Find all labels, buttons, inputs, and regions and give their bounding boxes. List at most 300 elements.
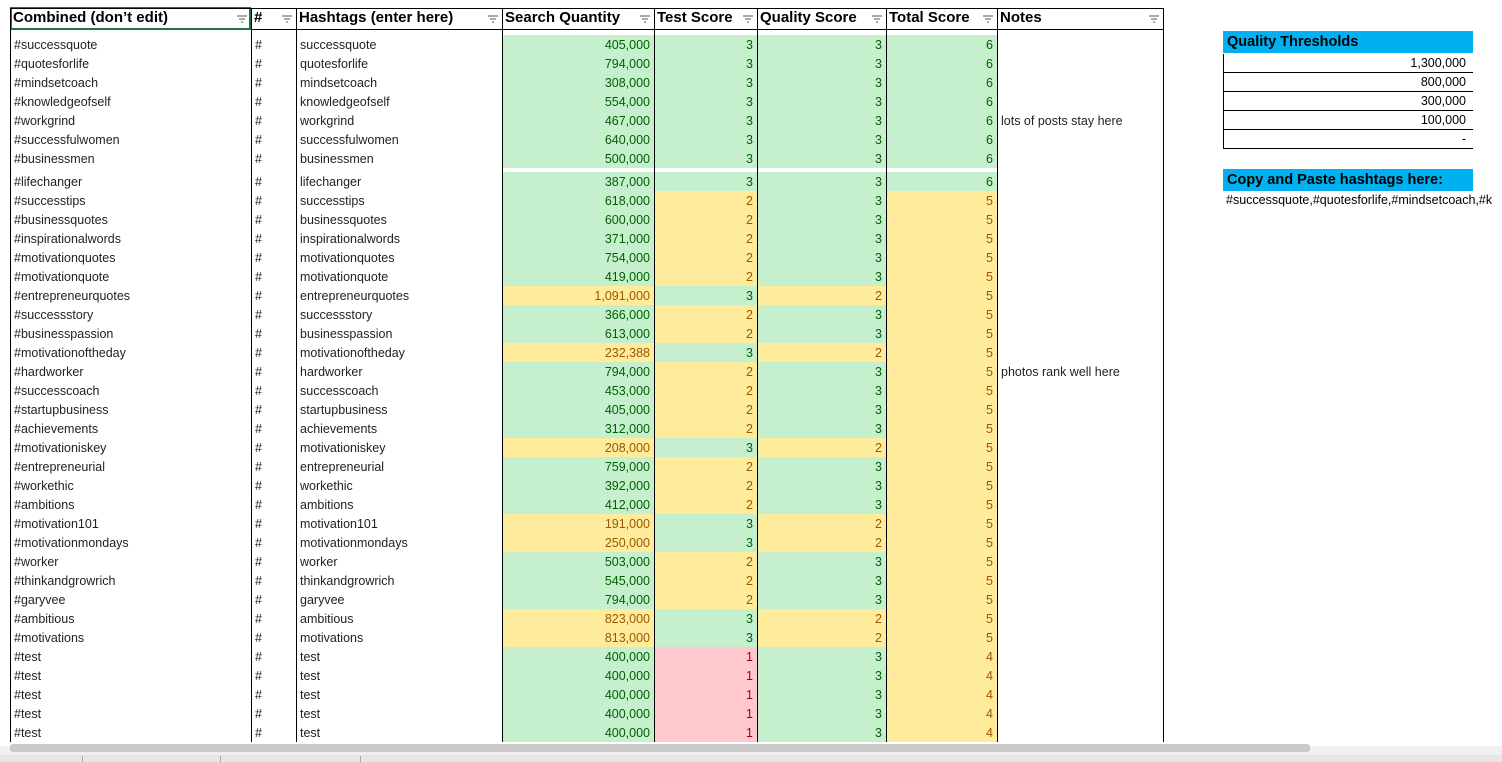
cell-combined[interactable]: #test	[14, 726, 42, 740]
cell-quality-score[interactable]: 3	[757, 324, 886, 343]
cell-test-score[interactable]: 3	[654, 130, 757, 149]
cell-test-score[interactable]: 3	[654, 73, 757, 92]
cell-combined[interactable]: #motivationquotes	[14, 251, 116, 265]
cell-search-quantity[interactable]: 366,000	[502, 305, 654, 324]
cell-search-quantity[interactable]: 640,000	[502, 130, 654, 149]
cell-quality-score[interactable]: 3	[757, 248, 886, 267]
cell-quality-score[interactable]: 3	[757, 362, 886, 381]
cell-tag[interactable]: test	[300, 726, 321, 740]
cell-notes[interactable]	[997, 35, 1163, 54]
cell-notes[interactable]	[997, 609, 1163, 628]
cell-search-quantity[interactable]: 823,000	[502, 609, 654, 628]
cell-quality-score[interactable]: 3	[757, 210, 886, 229]
cell-combined[interactable]: #motivationmondays	[14, 536, 129, 550]
cell-notes[interactable]	[997, 130, 1163, 149]
cell-combined[interactable]: #test	[14, 707, 42, 721]
cell-search-quantity[interactable]: 232,388	[502, 343, 654, 362]
cell-combined[interactable]: #successtips	[14, 194, 86, 208]
cell-hash[interactable]: #	[255, 460, 262, 474]
cell-tag[interactable]: worker	[300, 555, 338, 569]
cell-notes[interactable]	[997, 590, 1163, 609]
cell-total-score[interactable]: 6	[886, 35, 997, 54]
cell-quality-score[interactable]: 3	[757, 73, 886, 92]
cell-quality-score[interactable]: 3	[757, 381, 886, 400]
cell-hash[interactable]: #	[255, 555, 262, 569]
cell-tag[interactable]: motivationiskey	[300, 441, 386, 455]
cell-hash[interactable]: #	[255, 270, 262, 284]
cell-notes[interactable]	[997, 267, 1163, 286]
cell-tag[interactable]: workgrind	[300, 114, 355, 128]
cell-tag[interactable]: test	[300, 707, 321, 721]
cell-tag[interactable]: businessquotes	[300, 213, 387, 227]
cell-hash[interactable]: #	[255, 403, 262, 417]
cell-test-score[interactable]: 2	[654, 400, 757, 419]
quality-threshold-value[interactable]: -	[1223, 130, 1473, 149]
cell-combined[interactable]: #startupbusiness	[14, 403, 109, 417]
cell-notes[interactable]	[997, 685, 1163, 704]
cell-notes[interactable]	[997, 172, 1163, 191]
cell-search-quantity[interactable]: 208,000	[502, 438, 654, 457]
filter-dropdown-icon[interactable]	[982, 14, 994, 24]
cell-test-score[interactable]: 1	[654, 647, 757, 666]
cell-combined[interactable]: #quotesforlife	[14, 57, 90, 71]
cell-tag[interactable]: motivationoftheday	[300, 346, 405, 360]
cell-total-score[interactable]: 5	[886, 495, 997, 514]
cell-total-score[interactable]: 5	[886, 248, 997, 267]
cell-hash[interactable]: #	[255, 251, 262, 265]
cell-search-quantity[interactable]: 400,000	[502, 685, 654, 704]
cell-quality-score[interactable]: 2	[757, 286, 886, 305]
cell-quality-score[interactable]: 3	[757, 191, 886, 210]
cell-search-quantity[interactable]: 392,000	[502, 476, 654, 495]
cell-notes[interactable]: lots of posts stay here	[1001, 114, 1123, 128]
copy-paste-title[interactable]: Copy and Paste hashtags here:	[1223, 169, 1473, 191]
cell-test-score[interactable]: 3	[654, 111, 757, 130]
cell-tag[interactable]: motivationmondays	[300, 536, 408, 550]
cell-tag[interactable]: test	[300, 669, 321, 683]
cell-notes[interactable]	[997, 324, 1163, 343]
cell-notes[interactable]	[997, 457, 1163, 476]
quality-threshold-value[interactable]: 100,000	[1223, 111, 1473, 130]
cell-hash[interactable]: #	[255, 498, 262, 512]
cell-tag[interactable]: successstory	[300, 308, 373, 322]
cell-quality-score[interactable]: 2	[757, 514, 886, 533]
cell-quality-score[interactable]: 3	[757, 305, 886, 324]
cell-test-score[interactable]: 2	[654, 590, 757, 609]
cell-quality-score[interactable]: 3	[757, 723, 886, 742]
filter-dropdown-icon[interactable]	[281, 14, 293, 24]
cell-notes[interactable]	[997, 191, 1163, 210]
horizontal-scrollbar-thumb[interactable]	[10, 744, 1310, 752]
cell-quality-score[interactable]: 3	[757, 419, 886, 438]
cell-hash[interactable]: #	[255, 152, 262, 166]
cell-notes[interactable]	[997, 628, 1163, 647]
cell-total-score[interactable]: 6	[886, 92, 997, 111]
cell-tag[interactable]: entrepreneurquotes	[300, 289, 410, 303]
cell-search-quantity[interactable]: 400,000	[502, 723, 654, 742]
cell-quality-score[interactable]: 3	[757, 495, 886, 514]
cell-combined[interactable]: #workgrind	[14, 114, 76, 128]
cell-quality-score[interactable]: 3	[757, 149, 886, 168]
cell-total-score[interactable]: 5	[886, 381, 997, 400]
cell-quality-score[interactable]: 3	[757, 476, 886, 495]
cell-combined[interactable]: #motivationiskey	[14, 441, 107, 455]
cell-notes[interactable]	[997, 533, 1163, 552]
cell-total-score[interactable]: 6	[886, 54, 997, 73]
cell-test-score[interactable]: 3	[654, 343, 757, 362]
cell-combined[interactable]: #successquote	[14, 38, 98, 52]
cell-test-score[interactable]: 2	[654, 419, 757, 438]
cell-hash[interactable]: #	[255, 232, 262, 246]
cell-search-quantity[interactable]: 600,000	[502, 210, 654, 229]
cell-search-quantity[interactable]: 500,000	[502, 149, 654, 168]
cell-notes[interactable]	[997, 54, 1163, 73]
cell-search-quantity[interactable]: 794,000	[502, 362, 654, 381]
cell-quality-score[interactable]: 3	[757, 130, 886, 149]
cell-test-score[interactable]: 3	[654, 533, 757, 552]
cell-total-score[interactable]: 4	[886, 723, 997, 742]
cell-search-quantity[interactable]: 754,000	[502, 248, 654, 267]
cell-total-score[interactable]: 5	[886, 343, 997, 362]
cell-search-quantity[interactable]: 554,000	[502, 92, 654, 111]
cell-total-score[interactable]: 6	[886, 73, 997, 92]
cell-total-score[interactable]: 5	[886, 191, 997, 210]
cell-total-score[interactable]: 5	[886, 628, 997, 647]
cell-hash[interactable]: #	[255, 308, 262, 322]
cell-total-score[interactable]: 4	[886, 666, 997, 685]
cell-hash[interactable]: #	[255, 631, 262, 645]
cell-hash[interactable]: #	[255, 289, 262, 303]
cell-quality-score[interactable]: 3	[757, 457, 886, 476]
cell-tag[interactable]: successquote	[300, 38, 377, 52]
cell-combined[interactable]: #entrepreneurial	[14, 460, 106, 474]
cell-test-score[interactable]: 2	[654, 324, 757, 343]
cell-combined[interactable]: #motivation101	[14, 517, 99, 531]
cell-search-quantity[interactable]: 453,000	[502, 381, 654, 400]
cell-notes[interactable]	[997, 92, 1163, 111]
cell-test-score[interactable]: 2	[654, 495, 757, 514]
cell-search-quantity[interactable]: 419,000	[502, 267, 654, 286]
cell-total-score[interactable]: 5	[886, 590, 997, 609]
cell-hash[interactable]: #	[255, 517, 262, 531]
column-header-search-quantity[interactable]: Search Quantity	[502, 8, 654, 30]
cell-hash[interactable]: #	[255, 327, 262, 341]
cell-notes[interactable]	[997, 495, 1163, 514]
cell-quality-score[interactable]: 2	[757, 628, 886, 647]
cell-combined[interactable]: #businesspassion	[14, 327, 114, 341]
cell-total-score[interactable]: 6	[886, 149, 997, 168]
cell-quality-score[interactable]: 3	[757, 590, 886, 609]
cell-notes[interactable]	[997, 666, 1163, 685]
cell-hash[interactable]: #	[255, 57, 262, 71]
cell-search-quantity[interactable]: 371,000	[502, 229, 654, 248]
cell-tag[interactable]: hardworker	[300, 365, 363, 379]
cell-total-score[interactable]: 5	[886, 419, 997, 438]
column-header-notes[interactable]: Notes	[997, 8, 1163, 30]
cell-notes[interactable]	[997, 514, 1163, 533]
cell-test-score[interactable]: 2	[654, 229, 757, 248]
cell-hash[interactable]: #	[255, 422, 262, 436]
cell-hash[interactable]: #	[255, 441, 262, 455]
cell-tag[interactable]: businesspassion	[300, 327, 393, 341]
cell-tag[interactable]: successfulwomen	[300, 133, 399, 147]
cell-test-score[interactable]: 2	[654, 381, 757, 400]
cell-test-score[interactable]: 1	[654, 704, 757, 723]
cell-test-score[interactable]: 2	[654, 571, 757, 590]
cell-tag[interactable]: successcoach	[300, 384, 379, 398]
cell-combined[interactable]: #motivationoftheday	[14, 346, 126, 360]
cell-hash[interactable]: #	[255, 479, 262, 493]
cell-quality-score[interactable]: 3	[757, 35, 886, 54]
cell-search-quantity[interactable]: 400,000	[502, 666, 654, 685]
cell-total-score[interactable]: 5	[886, 476, 997, 495]
cell-combined[interactable]: #lifechanger	[14, 175, 83, 189]
cell-search-quantity[interactable]: 400,000	[502, 647, 654, 666]
cell-combined[interactable]: #test	[14, 669, 42, 683]
cell-total-score[interactable]: 6	[886, 130, 997, 149]
cell-combined[interactable]: #mindsetcoach	[14, 76, 99, 90]
filter-dropdown-icon[interactable]	[742, 14, 754, 24]
cell-tag[interactable]: motivationquote	[300, 270, 389, 284]
filter-dropdown-icon[interactable]	[1148, 14, 1160, 24]
cell-tag[interactable]: test	[300, 688, 321, 702]
cell-test-score[interactable]: 1	[654, 666, 757, 685]
cell-tag[interactable]: successtips	[300, 194, 365, 208]
copy-paste-output[interactable]: #successquote,#quotesforlife,#mindsetcoach,#k	[1226, 193, 1493, 207]
cell-quality-score[interactable]: 3	[757, 267, 886, 286]
cell-combined[interactable]: #successfulwomen	[14, 133, 120, 147]
cell-tag[interactable]: ambitious	[300, 612, 354, 626]
cell-combined[interactable]: #businessquotes	[14, 213, 108, 227]
cell-tag[interactable]: motivations	[300, 631, 364, 645]
cell-search-quantity[interactable]: 405,000	[502, 35, 654, 54]
column-header-combined[interactable]: Combined (don’t edit)	[10, 8, 251, 30]
cell-quality-score[interactable]: 2	[757, 609, 886, 628]
cell-test-score[interactable]: 1	[654, 685, 757, 704]
cell-tag[interactable]: mindsetcoach	[300, 76, 378, 90]
cell-total-score[interactable]: 5	[886, 229, 997, 248]
cell-total-score[interactable]: 5	[886, 210, 997, 229]
cell-quality-score[interactable]: 3	[757, 229, 886, 248]
cell-notes[interactable]: photos rank well here	[1001, 365, 1120, 379]
cell-combined[interactable]: #entrepreneurquotes	[14, 289, 131, 303]
cell-combined[interactable]: #businessmen	[14, 152, 95, 166]
cell-search-quantity[interactable]: 400,000	[502, 704, 654, 723]
cell-tag[interactable]: businessmen	[300, 152, 374, 166]
cell-tag[interactable]: thinkandgrowrich	[300, 574, 395, 588]
cell-combined[interactable]: #knowledgeofself	[14, 95, 111, 109]
cell-combined[interactable]: #ambitious	[14, 612, 75, 626]
cell-test-score[interactable]: 2	[654, 362, 757, 381]
cell-notes[interactable]	[997, 419, 1163, 438]
cell-notes[interactable]	[997, 704, 1163, 723]
cell-hash[interactable]: #	[255, 346, 262, 360]
cell-notes[interactable]	[997, 210, 1163, 229]
cell-notes[interactable]	[997, 647, 1163, 666]
cell-combined[interactable]: #motivationquote	[14, 270, 110, 284]
cell-notes[interactable]	[997, 305, 1163, 324]
cell-quality-score[interactable]: 3	[757, 552, 886, 571]
cell-notes[interactable]	[997, 343, 1163, 362]
cell-total-score[interactable]: 5	[886, 457, 997, 476]
cell-test-score[interactable]: 3	[654, 609, 757, 628]
cell-quality-score[interactable]: 3	[757, 172, 886, 191]
quality-threshold-value[interactable]: 300,000	[1223, 92, 1473, 111]
cell-test-score[interactable]: 2	[654, 191, 757, 210]
cell-notes[interactable]	[997, 438, 1163, 457]
cell-notes[interactable]	[997, 552, 1163, 571]
cell-combined[interactable]: #inspirationalwords	[14, 232, 122, 246]
cell-notes[interactable]	[997, 149, 1163, 168]
cell-total-score[interactable]: 6	[886, 111, 997, 130]
cell-tag[interactable]: workethic	[300, 479, 353, 493]
cell-combined[interactable]: #motivations	[14, 631, 85, 645]
cell-hash[interactable]: #	[255, 114, 262, 128]
quality-thresholds-title[interactable]: Quality Thresholds	[1223, 31, 1473, 53]
cell-search-quantity[interactable]: 191,000	[502, 514, 654, 533]
cell-search-quantity[interactable]: 794,000	[502, 590, 654, 609]
cell-tag[interactable]: entrepreneurial	[300, 460, 385, 474]
cell-quality-score[interactable]: 3	[757, 685, 886, 704]
cell-notes[interactable]	[997, 476, 1163, 495]
cell-test-score[interactable]: 3	[654, 172, 757, 191]
cell-quality-score[interactable]: 3	[757, 704, 886, 723]
cell-notes[interactable]	[997, 571, 1163, 590]
cell-tag[interactable]: inspirationalwords	[300, 232, 401, 246]
cell-total-score[interactable]: 5	[886, 267, 997, 286]
cell-quality-score[interactable]: 3	[757, 400, 886, 419]
cell-notes[interactable]	[997, 400, 1163, 419]
sheet-tab-bar[interactable]	[0, 755, 1502, 762]
cell-hash[interactable]: #	[255, 669, 262, 683]
filter-dropdown-icon[interactable]	[639, 14, 651, 24]
cell-search-quantity[interactable]: 503,000	[502, 552, 654, 571]
cell-notes[interactable]	[997, 723, 1163, 742]
cell-test-score[interactable]: 1	[654, 723, 757, 742]
cell-hash[interactable]: #	[255, 175, 262, 189]
cell-total-score[interactable]: 5	[886, 533, 997, 552]
cell-test-score[interactable]: 2	[654, 248, 757, 267]
cell-hash[interactable]: #	[255, 688, 262, 702]
cell-search-quantity[interactable]: 545,000	[502, 571, 654, 590]
cell-quality-score[interactable]: 3	[757, 54, 886, 73]
cell-combined[interactable]: #ambitions	[14, 498, 75, 512]
cell-test-score[interactable]: 3	[654, 92, 757, 111]
cell-notes[interactable]	[997, 248, 1163, 267]
cell-search-quantity[interactable]: 405,000	[502, 400, 654, 419]
cell-tag[interactable]: motivationquotes	[300, 251, 395, 265]
cell-hash[interactable]: #	[255, 95, 262, 109]
cell-total-score[interactable]: 6	[886, 172, 997, 191]
cell-search-quantity[interactable]: 759,000	[502, 457, 654, 476]
cell-hash[interactable]: #	[255, 213, 262, 227]
cell-notes[interactable]	[997, 229, 1163, 248]
cell-hash[interactable]: #	[255, 707, 262, 721]
cell-tag[interactable]: garyvee	[300, 593, 345, 607]
cell-total-score[interactable]: 5	[886, 438, 997, 457]
cell-combined[interactable]: #hardworker	[14, 365, 84, 379]
cell-test-score[interactable]: 3	[654, 628, 757, 647]
cell-tag[interactable]: achievements	[300, 422, 378, 436]
filter-dropdown-icon[interactable]	[487, 14, 499, 24]
column-header-hash[interactable]: #	[251, 8, 296, 30]
cell-total-score[interactable]: 4	[886, 704, 997, 723]
cell-search-quantity[interactable]: 412,000	[502, 495, 654, 514]
cell-test-score[interactable]: 2	[654, 476, 757, 495]
cell-total-score[interactable]: 5	[886, 552, 997, 571]
cell-tag[interactable]: quotesforlife	[300, 57, 369, 71]
cell-combined[interactable]: #achievements	[14, 422, 99, 436]
cell-combined[interactable]: #worker	[14, 555, 59, 569]
cell-tag[interactable]: lifechanger	[300, 175, 362, 189]
cell-search-quantity[interactable]: 613,000	[502, 324, 654, 343]
cell-tag[interactable]: startupbusiness	[300, 403, 388, 417]
cell-hash[interactable]: #	[255, 536, 262, 550]
cell-test-score[interactable]: 3	[654, 54, 757, 73]
cell-search-quantity[interactable]: 467,000	[502, 111, 654, 130]
cell-test-score[interactable]: 3	[654, 438, 757, 457]
cell-hash[interactable]: #	[255, 612, 262, 626]
cell-hash[interactable]: #	[255, 593, 262, 607]
cell-hash[interactable]: #	[255, 574, 262, 588]
cell-search-quantity[interactable]: 794,000	[502, 54, 654, 73]
cell-test-score[interactable]: 2	[654, 210, 757, 229]
column-header-quality-score[interactable]: Quality Score	[757, 8, 886, 30]
cell-tag[interactable]: ambitions	[300, 498, 354, 512]
cell-hash[interactable]: #	[255, 650, 262, 664]
cell-tag[interactable]: knowledgeofself	[300, 95, 390, 109]
cell-total-score[interactable]: 5	[886, 609, 997, 628]
quality-threshold-value[interactable]: 1,300,000	[1223, 54, 1473, 73]
cell-search-quantity[interactable]: 1,091,000	[502, 286, 654, 305]
cell-quality-score[interactable]: 2	[757, 533, 886, 552]
cell-test-score[interactable]: 3	[654, 149, 757, 168]
cell-total-score[interactable]: 5	[886, 324, 997, 343]
cell-search-quantity[interactable]: 387,000	[502, 172, 654, 191]
cell-total-score[interactable]: 5	[886, 305, 997, 324]
cell-total-score[interactable]: 4	[886, 685, 997, 704]
cell-combined[interactable]: #thinkandgrowrich	[14, 574, 116, 588]
cell-quality-score[interactable]: 3	[757, 111, 886, 130]
cell-quality-score[interactable]: 3	[757, 647, 886, 666]
cell-search-quantity[interactable]: 312,000	[502, 419, 654, 438]
cell-total-score[interactable]: 4	[886, 647, 997, 666]
cell-total-score[interactable]: 5	[886, 571, 997, 590]
cell-test-score[interactable]: 2	[654, 552, 757, 571]
cell-quality-score[interactable]: 3	[757, 571, 886, 590]
cell-hash[interactable]: #	[255, 726, 262, 740]
cell-quality-score[interactable]: 3	[757, 92, 886, 111]
cell-test-score[interactable]: 2	[654, 457, 757, 476]
cell-tag[interactable]: motivation101	[300, 517, 378, 531]
cell-quality-score[interactable]: 3	[757, 666, 886, 685]
cell-hash[interactable]: #	[255, 133, 262, 147]
cell-test-score[interactable]: 3	[654, 35, 757, 54]
cell-combined[interactable]: #garyvee	[14, 593, 66, 607]
cell-quality-score[interactable]: 2	[757, 343, 886, 362]
cell-tag[interactable]: test	[300, 650, 321, 664]
cell-combined[interactable]: #test	[14, 688, 42, 702]
cell-search-quantity[interactable]: 250,000	[502, 533, 654, 552]
cell-combined[interactable]: #test	[14, 650, 42, 664]
cell-search-quantity[interactable]: 308,000	[502, 73, 654, 92]
cell-combined[interactable]: #successstory	[14, 308, 94, 322]
cell-hash[interactable]: #	[255, 38, 262, 52]
filter-dropdown-icon[interactable]	[871, 14, 883, 24]
cell-hash[interactable]: #	[255, 365, 262, 379]
cell-hash[interactable]: #	[255, 194, 262, 208]
cell-total-score[interactable]: 5	[886, 362, 997, 381]
